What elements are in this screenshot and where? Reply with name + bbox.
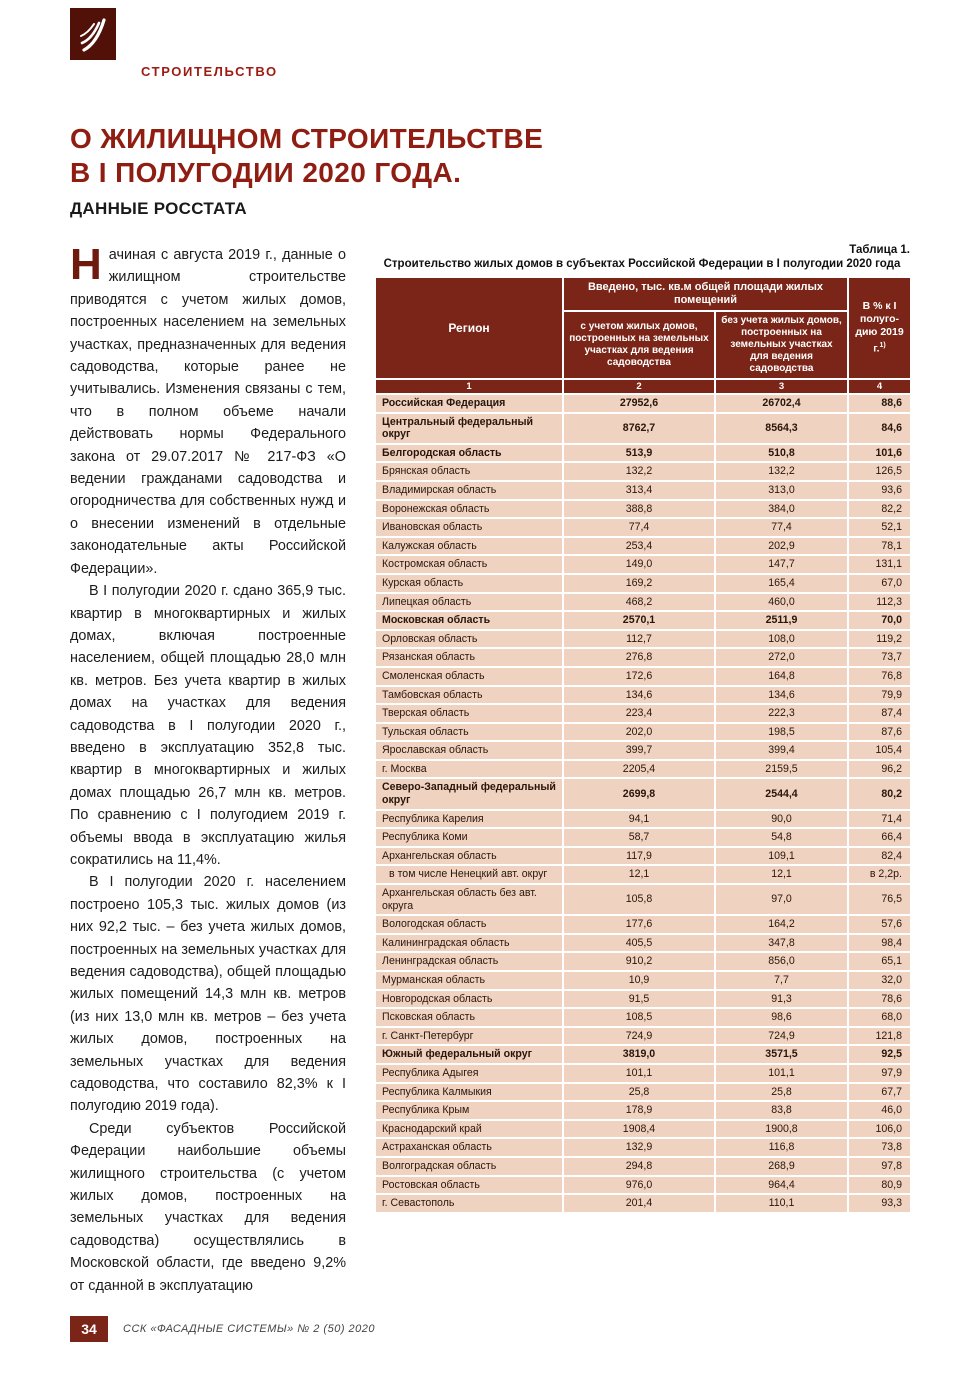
table-row (375, 1157, 911, 1176)
value-excl-garden-cell: 347,8 (715, 934, 848, 953)
percent-cell: 76,8 (848, 667, 911, 686)
region-cell: Краснодарский край (375, 1120, 563, 1139)
value-excl-garden-cell: 724,9 (715, 1027, 848, 1046)
value-excl-garden-cell: 510,8 (715, 444, 848, 463)
content-columns (70, 240, 910, 1297)
table-head (375, 277, 911, 394)
table-row (375, 593, 911, 612)
value-incl-garden-cell: 169,2 (563, 574, 715, 593)
page-title-line2: В I ПОЛУГОДИИ 2020 ГОДА. (70, 157, 462, 188)
region-cell: Ростовская область (375, 1176, 563, 1195)
table-row (375, 413, 911, 444)
percent-cell: 84,6 (848, 413, 911, 444)
section-kicker: СТРОИТЕЛЬСТВО (141, 64, 278, 79)
table-row (375, 481, 911, 500)
percent-cell: 73,8 (848, 1138, 911, 1157)
table-column (374, 244, 910, 1297)
value-excl-garden-cell: 25,8 (715, 1083, 848, 1102)
percent-cell: 98,4 (848, 934, 911, 953)
table-row (375, 611, 911, 630)
region-cell: Ивановская область (375, 518, 563, 537)
value-incl-garden-cell: 25,8 (563, 1083, 715, 1102)
region-cell: Республика Крым (375, 1101, 563, 1120)
region-cell: Волгоградская область (375, 1157, 563, 1176)
value-incl-garden-cell: 94,1 (563, 810, 715, 829)
value-incl-garden-cell: 8762,7 (563, 413, 715, 444)
region-cell: г. Санкт-Петербург (375, 1027, 563, 1046)
table-row (375, 934, 911, 953)
region-cell: Республика Калмыкия (375, 1083, 563, 1102)
table-row (375, 1176, 911, 1195)
value-excl-garden-cell: 97,0 (715, 884, 848, 915)
value-incl-garden-cell: 1908,4 (563, 1120, 715, 1139)
table-row (375, 500, 911, 519)
table-row (375, 686, 911, 705)
value-incl-garden-cell: 724,9 (563, 1027, 715, 1046)
region-cell: Южный федеральный округ (375, 1045, 563, 1064)
percent-cell: 76,5 (848, 884, 911, 915)
percent-cell: 121,8 (848, 1027, 911, 1046)
percent-cell: 52,1 (848, 518, 911, 537)
drop-cap: Н (70, 240, 102, 289)
percent-cell: в 2,2р. (848, 865, 911, 884)
table-row (375, 1064, 911, 1083)
region-cell: Центральный федеральный округ (375, 413, 563, 444)
percent-cell: 119,2 (848, 630, 911, 649)
value-incl-garden-cell: 108,5 (563, 1008, 715, 1027)
value-excl-garden-cell: 384,0 (715, 500, 848, 519)
region-cell: Костромская область (375, 555, 563, 574)
table-row (375, 760, 911, 779)
region-cell: Вологодская область (375, 915, 563, 934)
footer-text: ССК «ФАСАДНЫЕ СИСТЕМЫ» № 2 (50) 2020 (123, 1323, 376, 1335)
table-row (375, 1120, 911, 1139)
percent-cell: 82,4 (848, 847, 911, 866)
table-row (375, 444, 911, 463)
value-excl-garden-cell: 164,2 (715, 915, 848, 934)
column-number-3: 3 (715, 379, 848, 394)
table-row (375, 1008, 911, 1027)
region-cell: Астраханская область (375, 1138, 563, 1157)
region-cell: в том числе Ненецкий авт. округ (375, 865, 563, 884)
value-excl-garden-cell: 3571,5 (715, 1045, 848, 1064)
value-excl-garden-cell: 132,2 (715, 462, 848, 481)
region-cell: Белгородская область (375, 444, 563, 463)
page-footer (70, 1316, 375, 1342)
table-row (375, 537, 911, 556)
region-cell: Владимирская область (375, 481, 563, 500)
region-cell: Российская Федерация (375, 394, 563, 413)
paragraph-2: В I полугодии 2020 г. сдано 365,9 тыс. квартир в многоквартирных и жилых домах, включая построенные населением, общей площадью 28,0 млн кв. метров. Без учета квартир в жилых домах на участках для ведения садоводства в I полугодии 2020 г., введено в эксплуатацию 352,8 тыс. квартир в многоквартирных и жилых домах площадью 26,7 млн кв. метров. По сравнению с I полугодием 2019 г. объемы ввода в эксплуатацию жилья сократились на 11,4%. (70, 583, 346, 868)
table-row (375, 990, 911, 1009)
percent-cell: 87,6 (848, 723, 911, 742)
value-incl-garden-cell: 178,9 (563, 1101, 715, 1120)
table-row (375, 630, 911, 649)
value-incl-garden-cell: 201,4 (563, 1194, 715, 1213)
percent-cell: 78,1 (848, 537, 911, 556)
value-excl-garden-cell: 147,7 (715, 555, 848, 574)
percent-cell: 67,0 (848, 574, 911, 593)
table-row (375, 1027, 911, 1046)
region-cell: Ярославская область (375, 741, 563, 760)
table-row (375, 828, 911, 847)
region-cell: г. Москва (375, 760, 563, 779)
table-row (375, 667, 911, 686)
region-cell: Новгородская область (375, 990, 563, 1009)
value-excl-garden-cell: 54,8 (715, 828, 848, 847)
column-header-group: Введено, тыс. кв.м общей площади жилых помещений (563, 277, 848, 311)
percent-cell: 71,4 (848, 810, 911, 829)
percent-cell: 79,9 (848, 686, 911, 705)
paragraph-1 (70, 240, 346, 580)
value-excl-garden-cell: 1900,8 (715, 1120, 848, 1139)
housing-construction-table (374, 276, 912, 1214)
region-cell: Республика Адыгея (375, 1064, 563, 1083)
table-row (375, 648, 911, 667)
region-cell: Архангельская область без авт. округа (375, 884, 563, 915)
percent-header-text: В % к I полугодию 2019 г. (855, 300, 904, 355)
percent-cell: 68,0 (848, 1008, 911, 1027)
footnote-marker: 1) (879, 342, 886, 350)
region-cell: Республика Карелия (375, 810, 563, 829)
region-cell: Смоленская область (375, 667, 563, 686)
table-row (375, 462, 911, 481)
value-incl-garden-cell: 468,2 (563, 593, 715, 612)
table-row (375, 778, 911, 809)
percent-cell: 126,5 (848, 462, 911, 481)
percent-cell: 80,2 (848, 778, 911, 809)
percent-cell: 73,7 (848, 648, 911, 667)
value-excl-garden-cell: 313,0 (715, 481, 848, 500)
value-excl-garden-cell: 26702,4 (715, 394, 848, 413)
value-incl-garden-cell: 223,4 (563, 704, 715, 723)
value-excl-garden-cell: 101,1 (715, 1064, 848, 1083)
paragraph-4: Среди субъектов Российской Федерации наибольшие объемы жилищного строительства (с учетом жилых домов, построенных на земельных участках для ведения садоводства) осуществлялись в Московской области, где введено 9,2% от сданной в эксплуатацию (70, 1120, 346, 1294)
percent-cell: 57,6 (848, 915, 911, 934)
table-row (375, 1045, 911, 1064)
percent-cell: 106,0 (848, 1120, 911, 1139)
value-excl-garden-cell: 460,0 (715, 593, 848, 612)
value-incl-garden-cell: 2699,8 (563, 778, 715, 809)
value-excl-garden-cell: 8564,3 (715, 413, 848, 444)
value-excl-garden-cell: 108,0 (715, 630, 848, 649)
percent-cell: 87,4 (848, 704, 911, 723)
value-incl-garden-cell: 976,0 (563, 1176, 715, 1195)
column-header-percent (848, 277, 911, 379)
percent-cell: 101,6 (848, 444, 911, 463)
table-caption: Таблица 1. (849, 244, 910, 256)
value-excl-garden-cell: 964,4 (715, 1176, 848, 1195)
value-incl-garden-cell: 253,4 (563, 537, 715, 556)
value-incl-garden-cell: 276,8 (563, 648, 715, 667)
region-cell: Московская область (375, 611, 563, 630)
table-row (375, 574, 911, 593)
value-incl-garden-cell: 101,1 (563, 1064, 715, 1083)
value-incl-garden-cell: 405,5 (563, 934, 715, 953)
region-cell: Архангельская область (375, 847, 563, 866)
value-incl-garden-cell: 77,4 (563, 518, 715, 537)
value-excl-garden-cell: 202,9 (715, 537, 848, 556)
value-incl-garden-cell: 2570,1 (563, 611, 715, 630)
table-row (375, 394, 911, 413)
column-header-region: Регион (375, 277, 563, 379)
value-incl-garden-cell: 27952,6 (563, 394, 715, 413)
table-row (375, 865, 911, 884)
percent-cell: 93,3 (848, 1194, 911, 1213)
region-cell: Северо-Западный федеральный округ (375, 778, 563, 809)
value-excl-garden-cell: 268,9 (715, 1157, 848, 1176)
value-excl-garden-cell: 272,0 (715, 648, 848, 667)
percent-cell: 66,4 (848, 828, 911, 847)
page-title-line1: О ЖИЛИЩНОМ СТРОИТЕЛЬСТВЕ (70, 123, 544, 154)
percent-cell: 88,6 (848, 394, 911, 413)
percent-cell: 67,7 (848, 1083, 911, 1102)
value-excl-garden-cell: 222,3 (715, 704, 848, 723)
value-incl-garden-cell: 91,5 (563, 990, 715, 1009)
percent-cell: 93,6 (848, 481, 911, 500)
percent-cell: 78,6 (848, 990, 911, 1009)
value-incl-garden-cell: 2205,4 (563, 760, 715, 779)
value-excl-garden-cell: 7,7 (715, 971, 848, 990)
value-incl-garden-cell: 112,7 (563, 630, 715, 649)
value-incl-garden-cell: 202,0 (563, 723, 715, 742)
table-row (375, 1138, 911, 1157)
region-cell: Рязанская область (375, 648, 563, 667)
value-excl-garden-cell: 91,3 (715, 990, 848, 1009)
region-cell: Орловская область (375, 630, 563, 649)
region-cell: Брянская область (375, 462, 563, 481)
value-excl-garden-cell: 83,8 (715, 1101, 848, 1120)
value-excl-garden-cell: 134,6 (715, 686, 848, 705)
page-subtitle: ДАННЫЕ РОССТАТА (70, 199, 247, 218)
value-excl-garden-cell: 2511,9 (715, 611, 848, 630)
table-row (375, 723, 911, 742)
value-excl-garden-cell: 2159,5 (715, 760, 848, 779)
value-incl-garden-cell: 172,6 (563, 667, 715, 686)
value-incl-garden-cell: 3819,0 (563, 1045, 715, 1064)
value-incl-garden-cell: 10,9 (563, 971, 715, 990)
percent-cell: 96,2 (848, 760, 911, 779)
value-incl-garden-cell: 910,2 (563, 952, 715, 971)
region-cell: г. Севастополь (375, 1194, 563, 1213)
column-number-1: 1 (375, 379, 563, 394)
value-incl-garden-cell: 105,8 (563, 884, 715, 915)
percent-cell: 82,2 (848, 500, 911, 519)
value-excl-garden-cell: 399,4 (715, 741, 848, 760)
table-row (375, 810, 911, 829)
value-incl-garden-cell: 58,7 (563, 828, 715, 847)
percent-cell: 97,8 (848, 1157, 911, 1176)
region-cell: Воронежская область (375, 500, 563, 519)
publisher-logo (70, 8, 116, 60)
percent-cell: 32,0 (848, 971, 911, 990)
article-text (70, 240, 346, 1297)
paragraph-3: В I полугодии 2020 г. населением построено 105,3 тыс. жилых домов (из них 92,2 тыс. – без учета жилых домов, построенных на земельных участках для ведения садоводства), общей площадью жилых помещений 14,3 млн кв. метров (из них 13,0 млн кв. метров – без учета жилых домов, построенных на земельных участках для ведения садоводства, что составило 82,3% к I полугодию 2019 года). (70, 874, 346, 1115)
percent-cell: 70,0 (848, 611, 911, 630)
value-incl-garden-cell: 132,2 (563, 462, 715, 481)
percent-cell: 105,4 (848, 741, 911, 760)
table-body (375, 394, 911, 1213)
column-header-excl-garden: без учета жилых домов, построенных на земельных участках для ведения садоводства (715, 311, 848, 379)
column-number-2: 2 (563, 379, 715, 394)
value-excl-garden-cell: 77,4 (715, 518, 848, 537)
value-incl-garden-cell: 132,9 (563, 1138, 715, 1157)
region-cell: Курская область (375, 574, 563, 593)
value-excl-garden-cell: 856,0 (715, 952, 848, 971)
table-row (375, 741, 911, 760)
region-cell: Липецкая область (375, 593, 563, 612)
value-incl-garden-cell: 399,7 (563, 741, 715, 760)
value-excl-garden-cell: 12,1 (715, 865, 848, 884)
header-row-group (375, 277, 911, 311)
region-cell: Калининградская область (375, 934, 563, 953)
value-excl-garden-cell: 165,4 (715, 574, 848, 593)
value-incl-garden-cell: 294,8 (563, 1157, 715, 1176)
value-excl-garden-cell: 164,8 (715, 667, 848, 686)
table-row (375, 884, 911, 915)
table-row (375, 847, 911, 866)
region-cell: Тульская область (375, 723, 563, 742)
percent-cell: 80,9 (848, 1176, 911, 1195)
percent-cell: 46,0 (848, 1101, 911, 1120)
value-excl-garden-cell: 110,1 (715, 1194, 848, 1213)
value-incl-garden-cell: 12,1 (563, 865, 715, 884)
paragraph-1-text: ачиная с августа 2019 г., данные о жилищном строительстве приводятся с учетом жилых домов, построенных населением на земельных участках, предназначенных для ведения садоводства, которые ранее не учитывались. Изменения связаны с тем, что в полном объеме начали действовать нормы Федерального закона от 29.07.2017 № 217-ФЗ «О ведении гражданами садоводства и огородничества для собственных нужд и о внесении изменений в отдельные законодательные акты Российской Федерации». (70, 247, 346, 577)
percent-cell: 131,1 (848, 555, 911, 574)
table-row (375, 971, 911, 990)
region-cell: Республика Коми (375, 828, 563, 847)
value-excl-garden-cell: 90,0 (715, 810, 848, 829)
percent-cell: 97,9 (848, 1064, 911, 1083)
wing-logo-icon (74, 10, 112, 59)
value-incl-garden-cell: 177,6 (563, 915, 715, 934)
value-incl-garden-cell: 149,0 (563, 555, 715, 574)
value-excl-garden-cell: 198,5 (715, 723, 848, 742)
table-row (375, 1101, 911, 1120)
value-excl-garden-cell: 109,1 (715, 847, 848, 866)
percent-cell: 65,1 (848, 952, 911, 971)
table-row (375, 915, 911, 934)
percent-cell: 92,5 (848, 1045, 911, 1064)
region-cell: Калужская область (375, 537, 563, 556)
table-title: Строительство жилых домов в субъектах Российской Федерации в I полугодии 2020 года (383, 258, 901, 270)
region-cell: Мурманская область (375, 971, 563, 990)
region-cell: Тверская область (375, 704, 563, 723)
region-cell: Тамбовская область (375, 686, 563, 705)
value-excl-garden-cell: 116,8 (715, 1138, 848, 1157)
table-row (375, 704, 911, 723)
value-incl-garden-cell: 117,9 (563, 847, 715, 866)
region-cell: Псковская область (375, 1008, 563, 1027)
table-row (375, 555, 911, 574)
value-incl-garden-cell: 513,9 (563, 444, 715, 463)
value-excl-garden-cell: 98,6 (715, 1008, 848, 1027)
table-row (375, 1083, 911, 1102)
value-incl-garden-cell: 313,4 (563, 481, 715, 500)
region-cell: Ленинградская область (375, 952, 563, 971)
value-incl-garden-cell: 388,8 (563, 500, 715, 519)
percent-cell: 112,3 (848, 593, 911, 612)
value-incl-garden-cell: 134,6 (563, 686, 715, 705)
table-row (375, 952, 911, 971)
page-number: 34 (70, 1316, 108, 1342)
header-row-numbers (375, 379, 911, 394)
value-excl-garden-cell: 2544,4 (715, 778, 848, 809)
title-block (70, 122, 910, 219)
table-row (375, 1194, 911, 1213)
page-title (70, 122, 910, 190)
column-header-incl-garden: с учетом жилых домов, построенных на земельных участках для ведения садоводства (563, 311, 715, 379)
column-number-4: 4 (848, 379, 911, 394)
table-row (375, 518, 911, 537)
